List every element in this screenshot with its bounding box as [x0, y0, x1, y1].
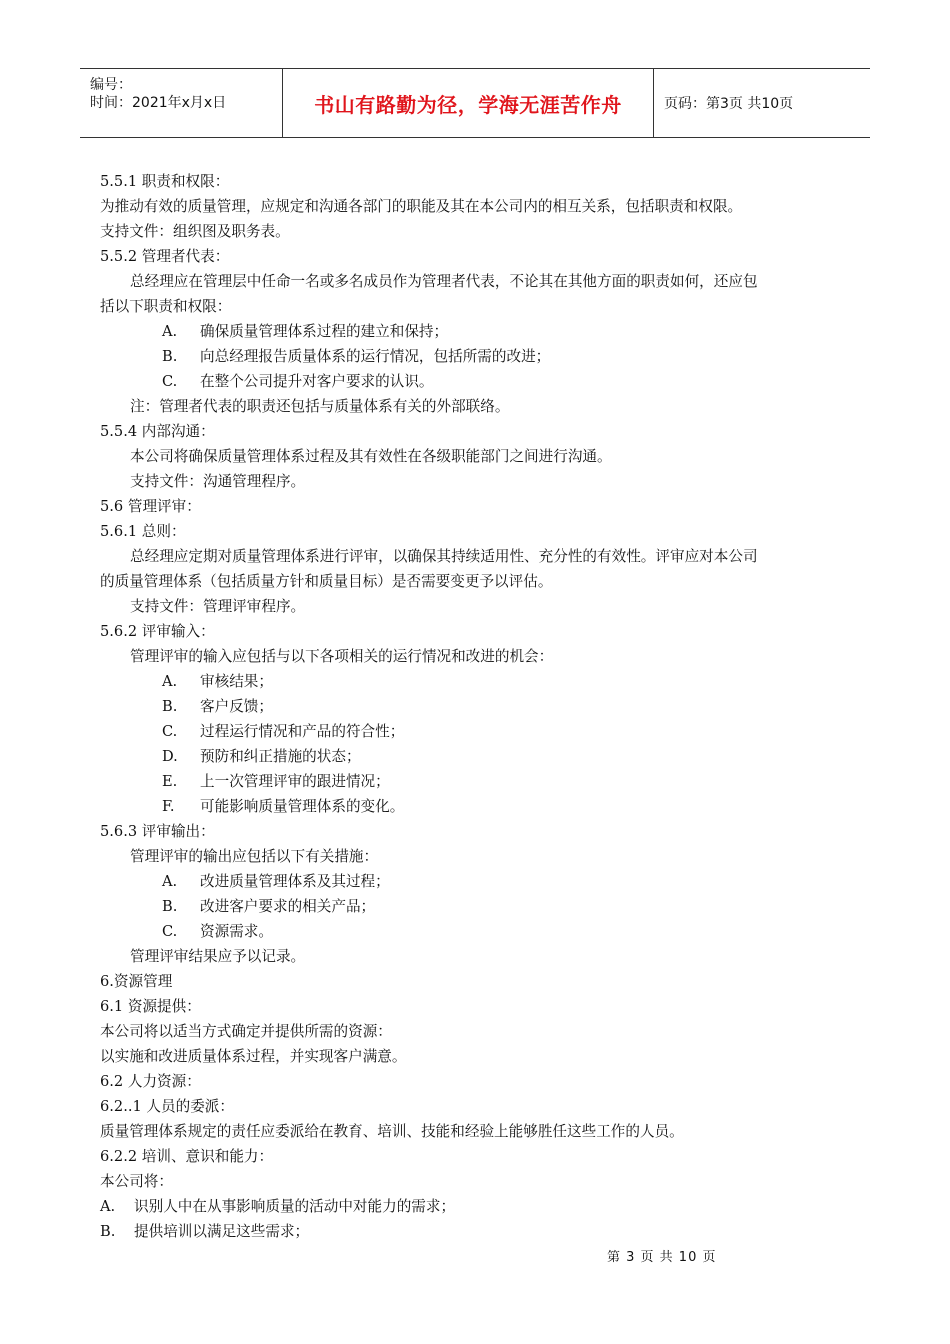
list-marker: A.: [162, 673, 178, 690]
list-marker: A.: [162, 873, 178, 890]
list-text: 上一次管理评审的跟进情况；: [200, 773, 390, 790]
list-marker: B.: [162, 898, 178, 915]
header-page-label: 页码：第3页 共10页: [664, 96, 794, 112]
paragraph-line: 支持文件：组织图及职务表。: [100, 223, 290, 240]
section-heading: 6.1 资源提供：: [100, 998, 201, 1015]
list-text: 向总经理报告质量体系的运行情况，包括所需的改进；: [200, 348, 551, 365]
list-marker: E.: [162, 773, 178, 790]
paragraph-line: 括以下职责和权限：: [100, 298, 232, 315]
paragraph-line: 支持文件：沟通管理程序。: [130, 473, 306, 490]
list-marker: B.: [100, 1223, 116, 1240]
list-item: [100, 669, 860, 694]
paragraph-line: 总经理应在管理层中任命一名或多名成员作为管理者代表，不论其在其他方面的职责如何，还应包: [130, 273, 758, 290]
section-heading: 6.2.2 培训、意识和能力：: [100, 1148, 274, 1165]
paragraph-line: 本公司将：: [100, 1173, 173, 1190]
list-marker: B.: [162, 348, 178, 365]
list-item: [100, 744, 860, 769]
list-text: 确保质量管理体系过程的建立和保持；: [200, 323, 449, 340]
note-line: 注：管理者代表的职责还包括与质量体系有关的外部联络。: [130, 398, 510, 415]
header-meta-cell: [80, 69, 283, 137]
list-item: [100, 694, 860, 719]
page-footer: 第 3 页 共 10 页: [607, 1250, 717, 1265]
paragraph-line: 本公司将确保质量管理体系过程及其有效性在各级职能部门之间进行沟通。: [130, 448, 612, 465]
paragraph-line: 为推动有效的质量管理，应规定和沟通各部门的职能及其在本公司内的相互关系，包括职责和权限。: [100, 198, 743, 215]
list-text: 改进客户要求的相关产品；: [200, 898, 376, 915]
list-text: 识别人中在从事影响质量的活动中对能力的需求；: [134, 1198, 456, 1215]
paragraph-line: 的质量管理体系（包括质量方针和质量目标）是否需要变更予以评估。: [100, 573, 553, 590]
document-number-label: 编号：: [90, 77, 132, 93]
section-heading: 5.6 管理评审：: [100, 498, 201, 515]
list-text: 预防和纠正措施的状态；: [200, 748, 361, 765]
paragraph-line: 管理评审的输出应包括以下有关措施：: [130, 848, 379, 865]
chapter-heading: 6.资源管理: [100, 973, 173, 990]
list-item: [100, 344, 860, 369]
list-text: 过程运行情况和产品的符合性；: [200, 723, 405, 740]
section-heading: 5.5.1 职责和权限：: [100, 173, 230, 190]
paragraph-line: 以实施和改进质量体系过程，并实现客户满意。: [100, 1048, 407, 1065]
list-item: [100, 1219, 860, 1244]
list-item: [100, 794, 860, 819]
list-item: [100, 894, 860, 919]
paragraph-line: 质量管理体系规定的责任应委派给在教育、培训、技能和经验上能够胜任这些工作的人员。: [100, 1123, 684, 1140]
list-marker: D.: [162, 748, 178, 765]
paragraph-line: 总经理应定期对质量管理体系进行评审，以确保其持续适用性、充分性的有效性。评审应对本公司: [130, 548, 758, 565]
paragraph-line: 支持文件：管理评审程序。: [130, 598, 306, 615]
section-heading: 5.5.4 内部沟通：: [100, 423, 215, 440]
list-item: [100, 869, 860, 894]
list-marker: C.: [162, 373, 178, 390]
section-heading: 6.2..1 人员的委派：: [100, 1098, 234, 1115]
header-motto: 书山有路勤为径，学海无涯苦作舟: [314, 92, 622, 117]
document-date-label: 时间：2021年x月x日: [90, 95, 227, 111]
paragraph-line: 本公司将以适当方式确定并提供所需的资源：: [100, 1023, 392, 1040]
list-text: 审核结果；: [200, 673, 273, 690]
list-text: 客户反馈；: [200, 698, 273, 715]
list-marker: A.: [162, 323, 178, 340]
section-heading: 5.6.3 评审输出：: [100, 823, 215, 840]
list-text: 在整个公司提升对客户要求的认识。: [200, 373, 434, 390]
list-text: 可能影响质量管理体系的变化。: [200, 798, 405, 815]
header-page-cell: [654, 69, 870, 137]
paragraph-line: 管理评审结果应予以记录。: [130, 948, 306, 965]
section-heading: 5.6.1 总则：: [100, 523, 186, 540]
list-item: [100, 919, 860, 944]
section-heading: 6.2 人力资源：: [100, 1073, 201, 1090]
section-heading: 5.5.2 管理者代表：: [100, 248, 230, 265]
header-motto-cell: [283, 69, 654, 137]
list-marker: F.: [162, 798, 175, 815]
paragraph-line: 管理评审的输入应包括与以下各项相关的运行情况和改进的机会：: [130, 648, 554, 665]
list-item: [100, 769, 860, 794]
list-text: 提供培训以满足这些需求；: [134, 1223, 310, 1240]
list-item: [100, 369, 860, 394]
list-text: 资源需求。: [200, 923, 273, 940]
list-marker: B.: [162, 698, 178, 715]
list-marker: A.: [100, 1198, 116, 1215]
list-marker: C.: [162, 723, 178, 740]
document-header: [80, 68, 870, 138]
list-item: [100, 319, 860, 344]
list-marker: C.: [162, 923, 178, 940]
document-body: [100, 169, 860, 1244]
list-item: [100, 1194, 860, 1219]
list-item: [100, 719, 860, 744]
section-heading: 5.6.2 评审输入：: [100, 623, 215, 640]
list-text: 改进质量管理体系及其过程；: [200, 873, 390, 890]
